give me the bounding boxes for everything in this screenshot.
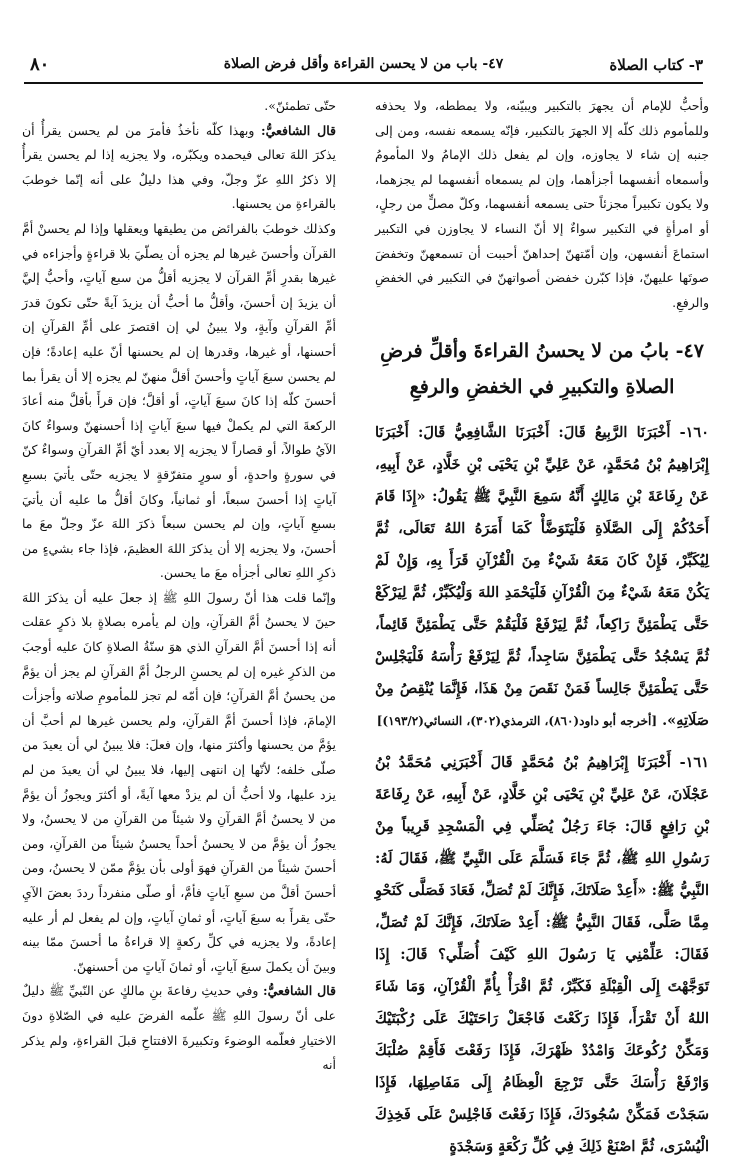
shafii-label: قال الشافعيُّ:	[262, 983, 337, 999]
shafii-label: قال الشافعيُّ:	[260, 122, 336, 138]
left-continuation: حتّى تطمئنّ».	[264, 98, 336, 113]
running-header	[24, 52, 703, 84]
intro-paragraph: وأحبُّ للإمام أن يجهرَ بالتكبير ويبيّنه، ولا يمططه، ولا يحذفه وللمأموم ذلك كلّه إلا الجهرَ بالتكبير، فإنّه يسمعه نفسه، ومن إلى جنبه إن شاء لا يجاوزه، وإن لم يفعل ذلك الإمامُ ولا المأمومُ وأسمعاه أنفسهما أجزأهما، وإن لم يسمعاه أنفسهما لم يجزهما، ولا يكون تكبيراً مجزئاً حتى يسمعه أنفسهما، وكلّ مصلٍّ من رجلٍ، أو امرأةٍ في التكبير سواءٌ إلا أنّ النساء لا يجاوزن في التكبير استماعَ أنفسهن، وإن أمّتهنّ إحداهنّ أحببت أن تسمعهنّ وتخفضَ صوتَها عليهنّ، فإذا كبّرن خفضن أصواتهنّ في التكبير في الخفضِ والرفعِ.	[375, 98, 709, 310]
hadith-160-text: ١٦٠- أَخْبَرَنَا الرَّبِيعُ قَالَ: أَخْبَرَنَا الشَّافِعِيُّ قَالَ: أَخْبَرَنَا إِبْرَاهِيمُ بْنُ مُحَمَّدٍ، عَنْ عَلِيِّ بْنِ يَحْيَى بْنِ خَلَّادٍ، عَنْ أَبِيهِ، عَنْ رِفَاعَةَ بْنِ مَالِكٍ أَنَّهُ سَمِعَ النَّبِيَّ ﷺ يَقُولُ: «إِذَا قَامَ أَحَدُكُمْ إِلَى الصَّلَاةِ فَلْيَتَوَضَّأْ كَمَا أَمَرَهُ اللهُ تَعَالَى، ثُمَّ لِيُكَبِّرْ، فَإِنْ كَانَ مَعَهُ شَيْءٌ مِنَ الْقُرْآنِ قَرَأَ بِهِ، وَإِنْ لَمْ يَكُنْ مَعَهُ شَيْءٌ مِنَ الْقُرْآنِ فَلْيَحْمَدِ اللهَ وَلْيُكَبِّرْ، ثُمَّ لِيَرْكَعْ حَتَّى يَطْمَئِنَّ رَاكِعاً، ثُمَّ لِيَرْفَعْ فَلْيَقُمْ حَتَّى يَطْمَئِنَّ قَائِماً، ثُمَّ يَسْجُدُ حَتَّى يَطْمَئِنَّ سَاجِداً، ثُمَّ لِيَرْفَعْ رَأْسَهُ فَلْيَجْلِسْ حَتَّى يَطْمَئِنَّ جَالِساً فَمَنْ نَقَصَ مِنْ هَذَا، فَإِنَّمَا يُنْقِصُ مِنْ صَلَاتِهِ».	[375, 424, 709, 730]
left-column	[22, 94, 336, 1078]
hadith-160	[375, 417, 709, 737]
shafii-text-1: وبهذا كلّه نأخذُ فأمرَ من لم يحسن يقرأُ أن يذكرَ اللهَ تعالى فيحمده ويكبّره، ولا يجزيه إذا لم يحسن يقرأُ إلا ذكرُ اللهِ عزّ وجلّ، وفي هذا دليلٌ على أنه إنّما خوطبَ بالقراءةِ من يحسنها.	[22, 122, 336, 212]
header-book-title: ٣- كتاب الصلاة	[609, 56, 703, 74]
paragraph-2: وكذلك خوطبَ بالفرائض من يطيقها ويعقلها وإذا لم يحسنْ أمَّ القرآن وأحسنَ غيرها لم يجزه أن يصلّيَ بلا قراءةٍ وأجزاءه في غيرها بقدرِ أمِّ القرآن لا يجزيه أقلُّ من سبع آياتٍ، وأحبُّ إليَّ أن يزيدَ إن أحسنَ، وأقلُّ ما أحبُّ أن يزيدَ آيةً حتّى تكونَ قدرَ أمِّ القرآنِ وآيةٍ، ولا يبينُ لي إن اقتصرَ على أمِّ القرآنِ إن أحسنها، أو غيرها، وقدرها إن لم يحسنها أنّ عليه إعادةً؛ فإن لم يحسن سبعَ آياتٍ وأحسنَ أقلَّ منهنّ لم يجزه إلا أن يقرأ بما أحسنَ كلّه إذا كانَ سبعَ آياتٍ، أو أقلَّ؛ فإن قرأَ بأقلَّ منه أعادَ الركعةَ التي لم يكملْ فيها سبعَ آياتٍ إذا أحسنهنّ وسواءٌ كانَ الآيُ طوالاً، أو قصاراً لا يجزيه إلا بعدد أيّ أمِّ القرآنِ وسواءٌ كنّ في سورةٍ واحدةٍ، أو سورٍ متفرّقةٍ لا يجزيه حتّى يأتيَ بسبعِ آياتٍ إذا أحسنَ سبعاً، أو ثمانياً، وكانَ أقلُّ ما عليه أن يأتيَ بسبعِ آياتٍ، وإن لم يحسن سبعاً ذكرَ اللهَ عزّ وجلّ معَ ما أحسنَ، ولا يجزيه إلا أن يذكرَ اللهَ العظيمَ، فإذا جاء بشيءٍ من ذكرِ اللهِ تعالى أجزأه معَ ما يحسن.	[22, 220, 336, 581]
hadith-161: ١٦١- أَخْبَرَنَا إِبْرَاهِيمُ بْنُ مُحَمَّدٍ قَالَ أَخْبَرَنِي مُحَمَّدُ بْنُ عَجْلَانَ، عَنْ عَلِيِّ بْنِ يَحْيَى بْنِ خَلَّادٍ، عَنْ أَبِيهِ، عَنْ رِفَاعَةَ بْنِ رَافِعٍ قَالَ: جَاءَ رَجُلٌ يُصَلِّي فِي الْمَسْجِدِ قَرِيباً مِنْ رَسُولِ اللهِ ﷺ، ثُمَّ جَاءَ فَسَلَّمَ عَلَى النَّبِيِّ ﷺ، فَقَالَ لَهُ: النَّبِيُّ ﷺ: «أَعِدْ صَلَاتَكَ، فَإِنَّكَ لَمْ تُصَلِّ، فَعَادَ فَصَلَّى كَنَحْوِ مِمَّا صَلَّى، فَقَالَ النَّبِيُّ ﷺ: أَعِدْ صَلَاتَكَ، فَإِنَّكَ لَمْ تُصَلِّ، فَقَالَ: عَلِّمْنِي يَا رَسُولَ اللهِ كَيْفَ أُصَلِّي؟ قَالَ: إِذَا تَوَجَّهْتَ إِلَى الْقِبْلَةِ فَكَبِّرْ، ثُمَّ اقْرَأْ بِأُمِّ الْقُرْآنِ، وَمَا شَاءَ اللهُ أَنْ تَقْرَأَ، فَإِذَا رَكَعْتَ فَاجْعَلْ رَاحَتَيْكَ عَلَى رُكْبَتَيْكَ وَمَكِّنْ رُكُوعَكَ وَامْدُدْ ظَهْرَكَ، فَإِذَا رَفَعْتَ فَأَقِمْ صُلْبَكَ وَارْفَعْ رَأْسَكَ حَتَّى تَرْجِعَ الْعِظَامُ إِلَى مَفَاصِلِهَا، فَإِذَا سَجَدْتَ فَمَكِّنْ سُجُودَكَ، فَإِذَا رَفَعْتَ فَاجْلِسْ عَلَى فَخِذِكَ الْيُسْرَى، ثُمَّ اصْنَعْ ذَلِكَ فِي كُلِّ رَكْعَةٍ وَسَجْدَةٍ	[375, 754, 709, 1156]
shafii-paragraph-1	[22, 119, 336, 217]
paragraph-3: وإنّما قلت هذا أنّ رسولَ اللهِ ﷺ إذ جعلَ عليه أن يذكرَ اللهَ حينَ لا يحسنُ أمَّ القرآنِ، وإن لم يأمره بصلاةٍ بلا ذكرٍ عقلت أنه إذا أحسنَ أمَّ القرآنِ الذي هوَ سنّةُ الصلاةِ كانَ عليه أوجبَ من الذكرِ غيره إن لم يحسنِ الرجلُ أمَّ القرآنِ لم يجز أن يؤمَّ من يحسنُ أمَّ القرآنِ؛ فإن أمّه لم تجز للمأمومِ صلاته وأجزأت الإمامَ، فإذا أحسنَ أمَّ القرآنِ، ولم يحسن غيرها لم أحبَّ أن يؤمَّ من يحسنها وأكثرَ منها، وإن فعلَ: فلا يبينُ لي أن يعيدَ من صلّى خلفه؛ لأنّها إن انتهى إليها، فلا يبينُ لي أن يعيدَ من لم يزد عليها، ولا أحبُّ أن لم يزدْ معها آيةً، أو أكثرَ ويجوزُ أن يؤمَّ من لا يحسنُ أمَّ القرآنِ ولا شيئاً من القرآنِ من لا يحسنُ، ولا يجوزُ أن يؤمَّ من لا يحسنُ أحداً يحسنُ شيئاً من القرآنِ، ومن أحسنَ شيئاً من القرآنِ فهوَ أولى بأن يؤمَّ ممّن لا يحسنُ، ومن أحسنَ أقلَّ من سبعِ آياتٍ فأمَّ، أو صلّى منفرداً رددَ بعضَ الآيِ حتّى يقرأَ به سبعَ آياتٍ، أو ثمانِ آياتٍ، وإن لم يفعل لم أر عليه إعادةً، ولا يجزيه في كلِّ ركعةٍ إلا قراءةُ ما أحسنَ ممّا بينه وبينَ أن يكملَ سبعَ آياتٍ، أو ثمانَ آياتٍ من أحسنهنّ.	[22, 589, 336, 974]
shafii-text-4: وفي حديثِ رفاعةَ بنِ مالكٍ عن النّبيِّ ﷺ دليلٌ على أنّ رسولَ اللهِ ﷺ علّمه الفرضَ عليه في الصّلاةِ دونَ الاختيارِ فعلّمه الوضوءَ وتكبيرةَ الافتتاحِ قبلَ القراءةِ، ولم يذكر أنه	[22, 983, 336, 1073]
page-number: ٨٠	[30, 54, 50, 75]
chapter-heading: ٤٧- بابُ من لا يحسنُ القراءةَ وأقلِّ فرضِ الصلاةِ والتكبيرِ في الخفضِ والرفعِ	[380, 340, 704, 399]
shafii-paragraph-4	[22, 979, 336, 1077]
hadith-160-takhrij: [أخرجه أبو داود(٨٦٠)، الترمذي(٣٠٢)، النسائي(١٩٣/٢)]	[376, 714, 658, 729]
header-chapter-title: ٤٧- باب من لا يحسن القراءة وأقل فرض الصلاة	[223, 56, 504, 72]
right-column	[375, 94, 709, 1163]
